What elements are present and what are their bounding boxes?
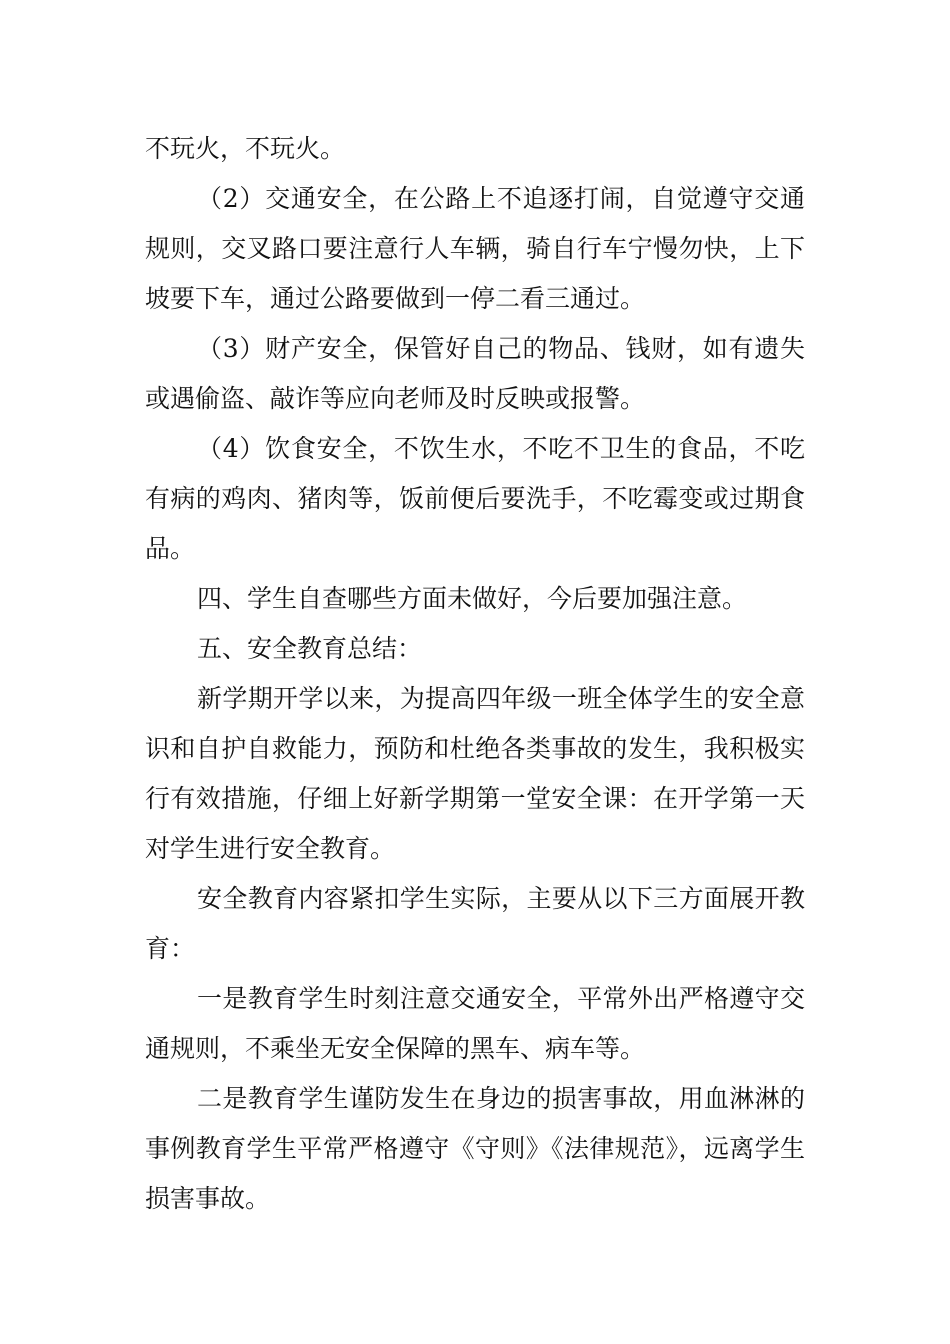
paragraph-8: 安全教育内容紧扣学生实际，主要从以下三方面展开教育： [145, 884, 805, 963]
paragraph-10: 二是教育学生谨防发生在身边的损害事故，用血淋淋的事例教育学生平常严格遵守《守则》《法律规范》，远离学生损害事故。 [145, 1084, 805, 1213]
paragraph-4: （4）饮食安全，不饮生水，不吃不卫生的食品，不吃有病的鸡肉、猪肉等，饭前便后要洗手，不吃霉变或过期食品。 [145, 434, 805, 563]
paragraph-2: （2）交通安全，在公路上不追逐打闹，自觉遵守交通规则，交叉路口要注意行人车辆，骑自行车宁慢勿快，上下坡要下车，通过公路要做到一停二看三通过。 [145, 184, 805, 313]
paragraph-7: 新学期开学以来，为提高四年级一班全体学生的安全意识和自护自救能力，预防和杜绝各类事故的发生，我积极实行有效措施，仔细上好新学期第一堂安全课：在开学第一天对学生进行安全教育。 [145, 684, 805, 863]
document-body [145, 124, 805, 1224]
paragraph-1: 不玩火，不玩火。 [145, 134, 346, 163]
paragraph-6: 五、安全教育总结： [197, 634, 423, 663]
paragraph-9: 一是教育学生时刻注意交通安全，平常外出严格遵守交通规则，不乘坐无安全保障的黑车、病车等。 [145, 984, 805, 1063]
paragraph-5: 四、学生自查哪些方面未做好，今后要加强注意。 [197, 584, 748, 613]
paragraph-3: （3）财产安全，保管好自己的物品、钱财，如有遗失或遇偷盗、敲诈等应向老师及时反映或报警。 [145, 334, 805, 413]
